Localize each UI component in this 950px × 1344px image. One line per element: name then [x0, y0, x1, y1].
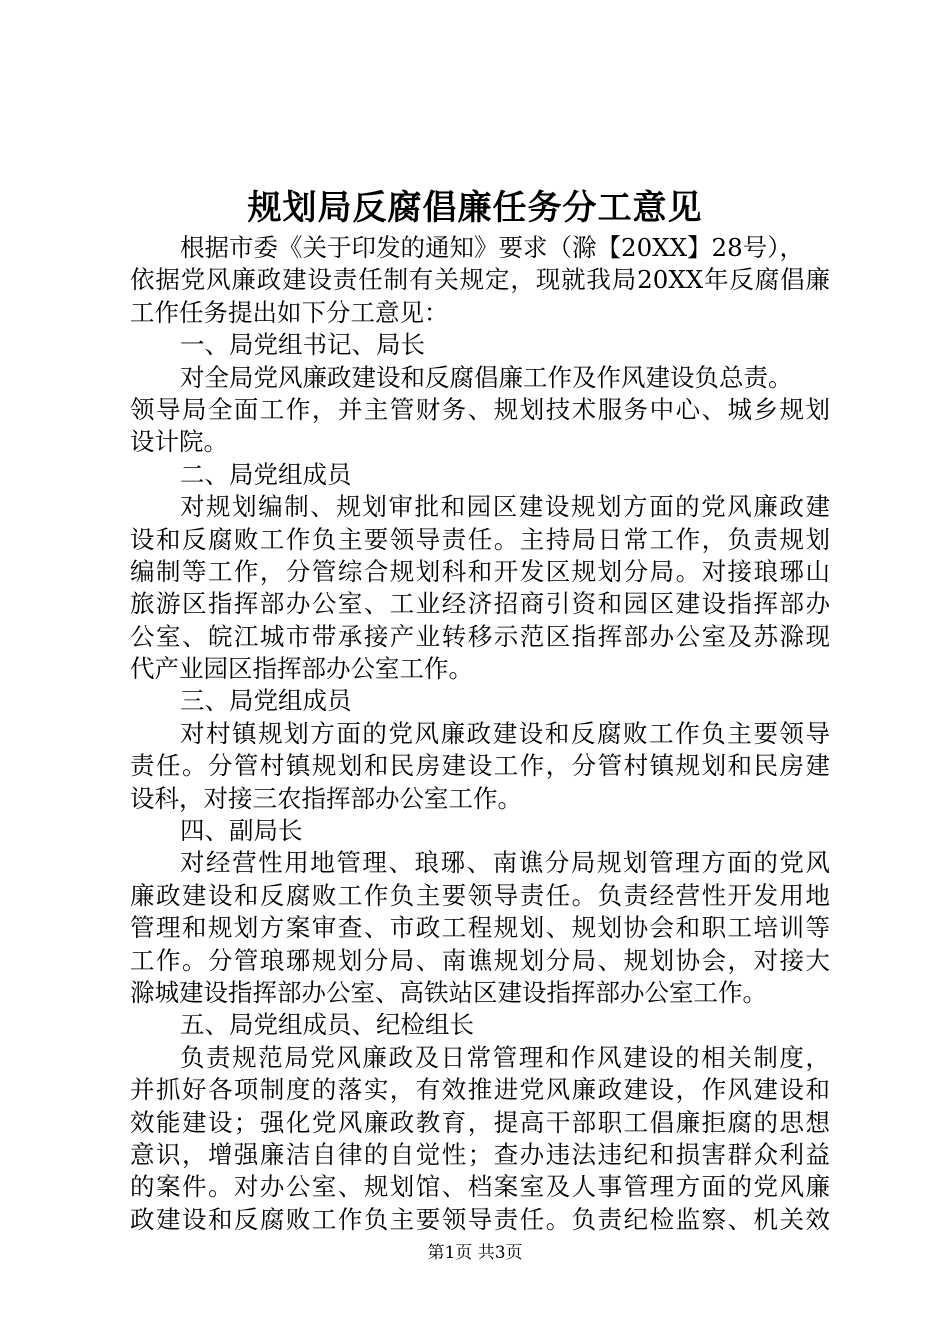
- body-line: 工作任务提出如下分工意见：: [130, 297, 449, 327]
- body-line: 对村镇规划方面的党风廉政建设和反腐败工作负主要领导: [180, 718, 830, 748]
- body-line: 工作。分管琅琊规划分局、南谯规划分局、规划协会，对接大: [130, 945, 830, 975]
- section-heading: 五、局党组成员、纪检组长: [180, 1010, 474, 1040]
- body-line: 依据党风廉政建设责任制有关规定，现就我局20XX年反腐倡廉: [130, 265, 830, 295]
- body-line: 对规划编制、规划审批和园区建设规划方面的党风廉政建: [180, 492, 830, 522]
- body-line: 领导局全面工作，并主管财务、规划技术服务中心、城乡规划: [130, 394, 830, 424]
- body-line: 效能建设；强化党风廉政教育，提高干部职工倡廉拒腐的思想: [130, 1107, 830, 1137]
- body-line: 公室、皖江城市带承接产业转移示范区指挥部办公室及苏滁现: [130, 621, 830, 651]
- body-line: 设科，对接三农指挥部办公室工作。: [130, 783, 522, 813]
- body-line: 政建设和反腐败工作负主要领导责任。负责纪检监察、机关效: [130, 1204, 830, 1234]
- body-line: 管理和规划方案审查、市政工程规划、规划协会和职工培训等: [130, 913, 830, 943]
- section-heading: 一、局党组书记、局长: [180, 330, 425, 360]
- body-line: 代产业园区指挥部办公室工作。: [130, 654, 473, 684]
- body-line: 根据市委《关于印发的通知》要求（滁【20XX】28号），: [180, 233, 804, 262]
- section-heading: 二、局党组成员: [180, 459, 352, 489]
- body-line: 旅游区指挥部办公室、工业经济招商引资和园区建设指挥部办: [130, 589, 830, 619]
- document-body: [130, 232, 830, 1236]
- body-line: 设计院。: [130, 427, 228, 457]
- body-line: 廉政建设和反腐败工作负主要领导责任。负责经营性开发用地: [130, 880, 830, 910]
- body-line: 责任。分管村镇规划和民房建设工作，分管村镇规划和民房建: [130, 751, 830, 781]
- body-line: 对经营性用地管理、琅琊、南谯分局规划管理方面的党风: [180, 848, 830, 878]
- body-line: 的案件。对办公室、规划馆、档案室及人事管理方面的党风廉: [130, 1172, 830, 1202]
- section-heading: 四、副局长: [180, 816, 303, 846]
- section-heading: 三、局党组成员: [180, 686, 352, 716]
- document-title: 规划局反腐倡廉任务分工意见: [247, 188, 703, 228]
- page-footer: 第1页 共3页: [427, 1243, 523, 1263]
- body-line: 对全局党风廉政建设和反腐倡廉工作及作风建设负总责。: [180, 362, 793, 392]
- body-line: 意识，增强廉洁自律的自觉性；查办违法违纪和损害群众利益: [130, 1139, 830, 1169]
- body-line: 编制等工作，分管综合规划科和开发区规划分局。对接琅琊山: [130, 556, 830, 586]
- body-line: 负责规范局党风廉政及日常管理和作风建设的相关制度，: [180, 1042, 830, 1072]
- body-line: 滁城建设指挥部办公室、高铁站区建设指挥部办公室工作。: [130, 977, 767, 1007]
- body-line: 并抓好各项制度的落实，有效推进党风廉政建设，作风建设和: [130, 1075, 830, 1105]
- body-line: 设和反腐败工作负主要领导责任。主持局日常工作，负责规划: [130, 524, 830, 554]
